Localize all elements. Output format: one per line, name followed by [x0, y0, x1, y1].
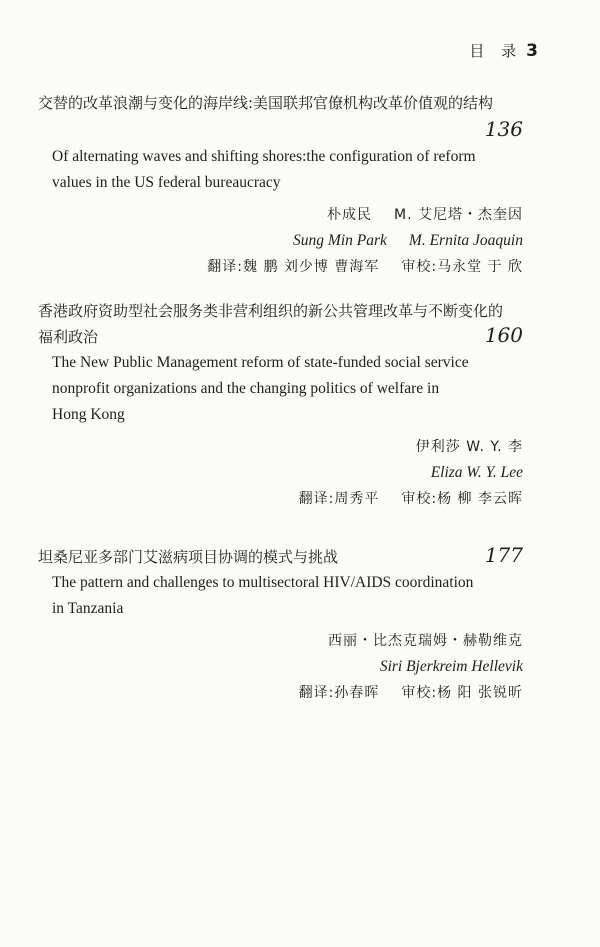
- authors-chinese: 伊利莎 W. Y. 李: [415, 439, 523, 455]
- english-title: [38, 350, 523, 428]
- toc-entry[interactable]: [38, 542, 523, 706]
- english-title-line: Of alternating waves and shifting shores:the configuration of reform: [52, 148, 476, 165]
- translators: 翻译:周秀平: [298, 491, 380, 507]
- chinese-title-line: 福利政治: [38, 328, 99, 346]
- reviewers: 审校:杨 阳 张锐昕: [401, 685, 523, 701]
- author-zh: 朴成民: [327, 207, 373, 223]
- chinese-title-row: [38, 322, 523, 348]
- english-title-line: The New Public Management reform of state-funded social service: [52, 354, 469, 371]
- authors: [38, 628, 523, 680]
- page-number: 177: [484, 543, 523, 567]
- english-title-line: values in the US federal bureaucracy: [52, 174, 281, 191]
- authors-chinese: [38, 202, 523, 228]
- toc-entry[interactable]: [38, 300, 523, 512]
- english-title-line: Hong Kong: [52, 406, 125, 423]
- translators: 翻译:孙春晖: [298, 685, 380, 701]
- english-title: [38, 570, 523, 622]
- translators-reviewers: [38, 680, 523, 706]
- translators-reviewers: [38, 486, 523, 512]
- english-title-line: The pattern and challenges to multisectoral HIV/AIDS coordination: [52, 574, 474, 591]
- authors-english: Siri Bjerkreim Hellevik: [379, 658, 523, 675]
- header-label: 目 录: [469, 42, 523, 60]
- reviewers: 审校:杨 柳 李云晖: [401, 491, 523, 507]
- reviewers: 审校:马永堂 于 欣: [401, 259, 523, 275]
- authors-english: [38, 228, 523, 254]
- author-en: Sung Min Park: [293, 232, 387, 249]
- page-number: 160: [484, 323, 523, 347]
- header-page-number: 3: [526, 41, 538, 61]
- authors-english: Eliza W. Y. Lee: [430, 464, 523, 481]
- toc-entry[interactable]: [38, 92, 523, 280]
- chinese-title: 坦桑尼亚多部门艾滋病项目协调的模式与挑战: [38, 548, 339, 566]
- authors: [38, 202, 523, 254]
- author-zh: M. 艾尼塔・杰奎因: [394, 207, 523, 223]
- translators: 翻译:魏 鹏 刘少博 曹海军: [207, 259, 380, 275]
- english-title-line: nonprofit organizations and the changing politics of welfare in: [52, 380, 440, 397]
- translators-reviewers: [38, 254, 523, 280]
- authors: [38, 434, 523, 486]
- chinese-title: 交替的改革浪潮与变化的海岸线:美国联邦官僚机构改革价值观的结构: [38, 94, 494, 112]
- english-title: [38, 144, 523, 196]
- page-number: 136: [484, 117, 523, 141]
- chinese-title-row: [38, 542, 523, 568]
- chinese-title-line: 香港政府资助型社会服务类非营利组织的新公共管理改革与不断变化的: [38, 302, 504, 320]
- running-header: [469, 40, 538, 61]
- english-title-line: in Tanzania: [52, 600, 124, 617]
- authors-chinese: 西丽・比杰克瑞姆・赫勒维克: [328, 633, 523, 649]
- author-en: M. Ernita Joaquin: [408, 232, 523, 249]
